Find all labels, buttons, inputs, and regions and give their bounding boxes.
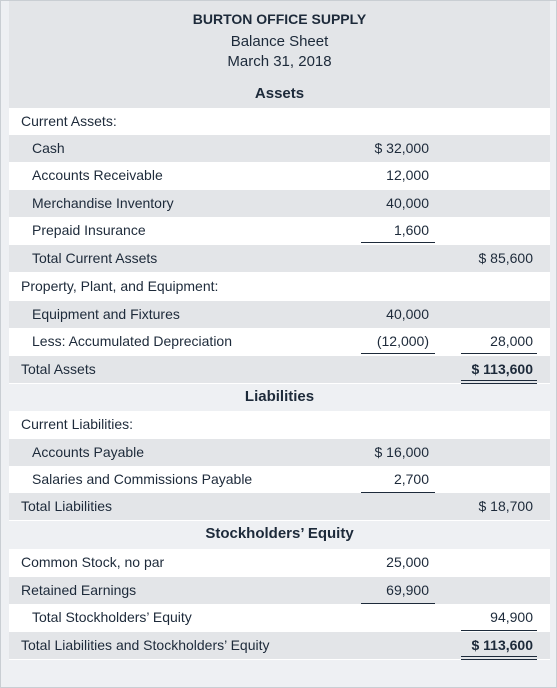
- prepaid-insurance-value: 1,600: [393, 222, 429, 238]
- total-assets-value: $ 113,600: [471, 361, 533, 377]
- sheet-header: [9, 1, 550, 112]
- double-underline: [461, 659, 537, 660]
- retained-earnings-label: Retained Earnings: [21, 582, 137, 598]
- accounts-payable-value: $ 16,000: [374, 444, 429, 460]
- underline: [361, 242, 435, 243]
- ppe-label: Property, Plant, and Equipment:: [21, 278, 219, 294]
- merchandise-inventory-label: Merchandise Inventory: [32, 195, 174, 211]
- retained-earnings-value: 69,900: [386, 582, 429, 598]
- statement-date: March 31, 2018: [227, 53, 332, 70]
- accumulated-depreciation-row: [9, 328, 550, 356]
- underline: [461, 630, 537, 631]
- accounts-payable-row: [9, 439, 550, 467]
- current-liabilities-heading-row: [9, 411, 550, 439]
- company-name: BURTON OFFICE SUPPLY: [192, 11, 367, 27]
- accounts-receivable-value: 12,000: [386, 167, 429, 183]
- total-liabilities-equity-row: [9, 632, 550, 660]
- total-liabilities-label: Total Liabilities: [21, 498, 113, 514]
- current-assets-heading-row: [9, 108, 550, 136]
- retained-earnings-row: [9, 577, 550, 605]
- total-current-assets-row: [9, 245, 550, 273]
- underline: [361, 353, 435, 354]
- merchandise-inventory-value: 40,000: [386, 195, 429, 211]
- total-liabilities-equity-label: Total Liabilities and Stockholders’ Equity: [21, 637, 270, 653]
- cash-label: Cash: [32, 140, 65, 156]
- current-liabilities-label: Current Liabilities:: [21, 416, 134, 432]
- total-liabilities-equity-value: $ 113,600: [471, 637, 533, 653]
- equipment-label: Equipment and Fixtures: [32, 306, 180, 322]
- prepaid-insurance-label: Prepaid Insurance: [32, 222, 146, 238]
- accounts-receivable-label: Accounts Receivable: [32, 167, 163, 183]
- accumulated-depreciation-value: (12,000): [376, 333, 429, 349]
- net-ppe-value: 28,000: [490, 333, 533, 349]
- total-current-assets-value: $ 85,600: [478, 250, 533, 266]
- assets-section-title: Assets: [254, 85, 305, 102]
- common-stock-label: Common Stock, no par: [21, 554, 165, 570]
- liabilities-section-title: Liabilities: [244, 388, 315, 405]
- total-liabilities-row: [9, 493, 550, 521]
- prepaid-insurance-row: [9, 217, 550, 245]
- double-underline: [461, 383, 537, 384]
- total-current-assets-label: Total Current Assets: [32, 250, 158, 266]
- underline: [461, 353, 537, 354]
- total-equity-value: 94,900: [490, 609, 533, 625]
- equipment-row: [9, 301, 550, 329]
- double-underline: [461, 380, 537, 381]
- total-assets-label: Total Assets: [21, 361, 96, 377]
- cash-value: $ 32,000: [374, 140, 429, 156]
- total-equity-label: Total Stockholders’ Equity: [32, 609, 192, 625]
- document-title: Balance Sheet: [230, 33, 329, 50]
- accounts-payable-label: Accounts Payable: [32, 444, 145, 460]
- ppe-heading-row: [9, 273, 550, 301]
- equipment-value: 40,000: [386, 306, 429, 322]
- salaries-payable-label: Salaries and Commissions Payable: [32, 471, 253, 487]
- common-stock-value: 25,000: [386, 554, 429, 570]
- total-equity-row: [9, 604, 550, 632]
- total-liabilities-value: $ 18,700: [478, 498, 533, 514]
- cash-row: [9, 135, 550, 163]
- salaries-payable-row: [9, 466, 550, 494]
- accumulated-depreciation-label: Less: Accumulated Depreciation: [32, 333, 232, 349]
- salaries-payable-value: 2,700: [393, 471, 429, 487]
- merchandise-inventory-row: [9, 190, 550, 218]
- current-assets-label: Current Assets:: [21, 113, 117, 129]
- common-stock-row: [9, 549, 550, 577]
- equity-section-title: Stockholders’ Equity: [205, 525, 354, 542]
- accounts-receivable-row: [9, 162, 550, 190]
- total-assets-row: [9, 356, 550, 384]
- double-underline: [461, 656, 537, 657]
